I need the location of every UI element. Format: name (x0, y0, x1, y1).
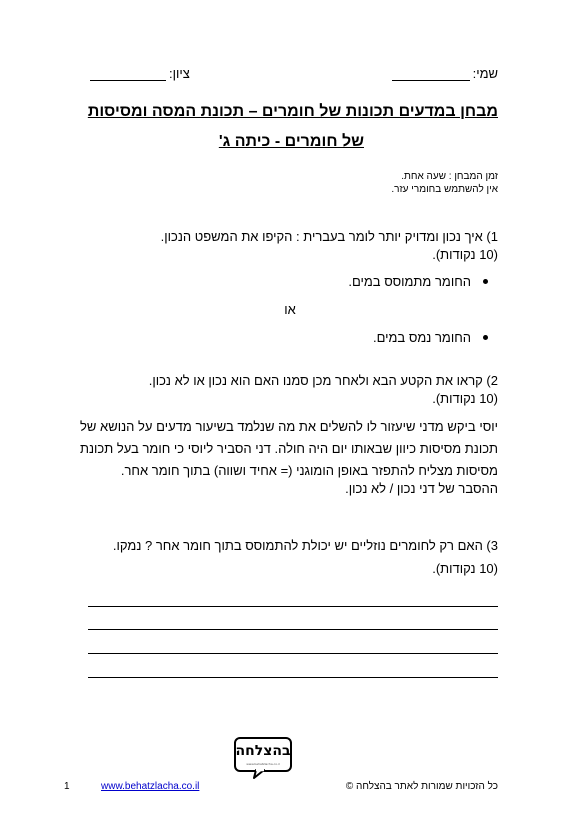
exam-title-line2: של חומרים - כיתה ג' (218, 133, 364, 150)
answer-line[interactable] (88, 606, 498, 607)
answer-line[interactable] (88, 677, 498, 678)
grade-label: ציון: (169, 66, 190, 81)
question-3-points: (10 נקודות). (432, 561, 498, 576)
bullet-icon (483, 335, 488, 340)
option-b-label: החומר נמס במים. (372, 330, 471, 345)
exam-duration: זמן המבחן : שעה אחת. (401, 171, 498, 182)
answer-line[interactable] (88, 629, 498, 630)
question-1-text: 1) איך נכון ומדויק יותר לומר בעברית : הקיפו את המשפט הנכון. (160, 229, 498, 244)
name-label: שמי: (472, 66, 498, 81)
option-a-label: החומר מתמוסס במים. (348, 274, 471, 289)
question-2-text: 2) קראו את הקטע הבא ולאחר מכן סמנו האם הוא נכון או לא נכון. (148, 373, 498, 388)
exam-materials-note: אין להשתמש בחומרי עזר. (391, 184, 498, 195)
name-field (392, 66, 498, 81)
question-1-points: (10 נקודות). (432, 247, 498, 262)
website-link[interactable]: www.behatzlacha.co.il (101, 781, 200, 792)
logo-tagline: www.behatzlacha.co.il (246, 762, 280, 766)
exam-title-line1: מבחן במדעים תכונות של חומרים – תכונת המסה ומסיסות (87, 103, 498, 120)
bullet-icon (483, 279, 488, 284)
question-2-true-false[interactable]: ההסבר של דני נכון / לא נכון. (345, 481, 498, 496)
answer-line[interactable] (88, 653, 498, 654)
copyright-notice: כל הזכויות שמורות לאתר בהצלחה © (345, 781, 498, 792)
question-1-option-a[interactable] (348, 274, 488, 289)
logo-text: בהצלחה (235, 743, 291, 759)
question-2-passage: יוסי ביקש מדני שיעזור לו להשלים את מה שנלמד בשיעור מדעים על הנושא של תכונת מסיסות כיוון שבאותו יום היה חולה. דני הסביר ליוסי כי חומר בעל תכונת מסיסות מצליח להתפזר באופן הומוגני (= אחיד ושווה) בתוך חומר אחר. (80, 419, 498, 478)
name-blank-line[interactable] (392, 66, 470, 81)
grade-field (90, 66, 190, 81)
question-1-option-b[interactable] (373, 330, 488, 345)
question-3-text: 3) האם רק לחומרים נוזליים יש יכולת להתמוסס בתוך חומר אחר ? נמקו. (112, 538, 498, 553)
question-2-points: (10 נקודות). (432, 391, 498, 406)
grade-blank-line[interactable] (90, 66, 166, 81)
page-number: 1 (64, 781, 70, 792)
behatzlacha-logo-icon (234, 737, 292, 779)
or-separator: או (284, 302, 296, 317)
